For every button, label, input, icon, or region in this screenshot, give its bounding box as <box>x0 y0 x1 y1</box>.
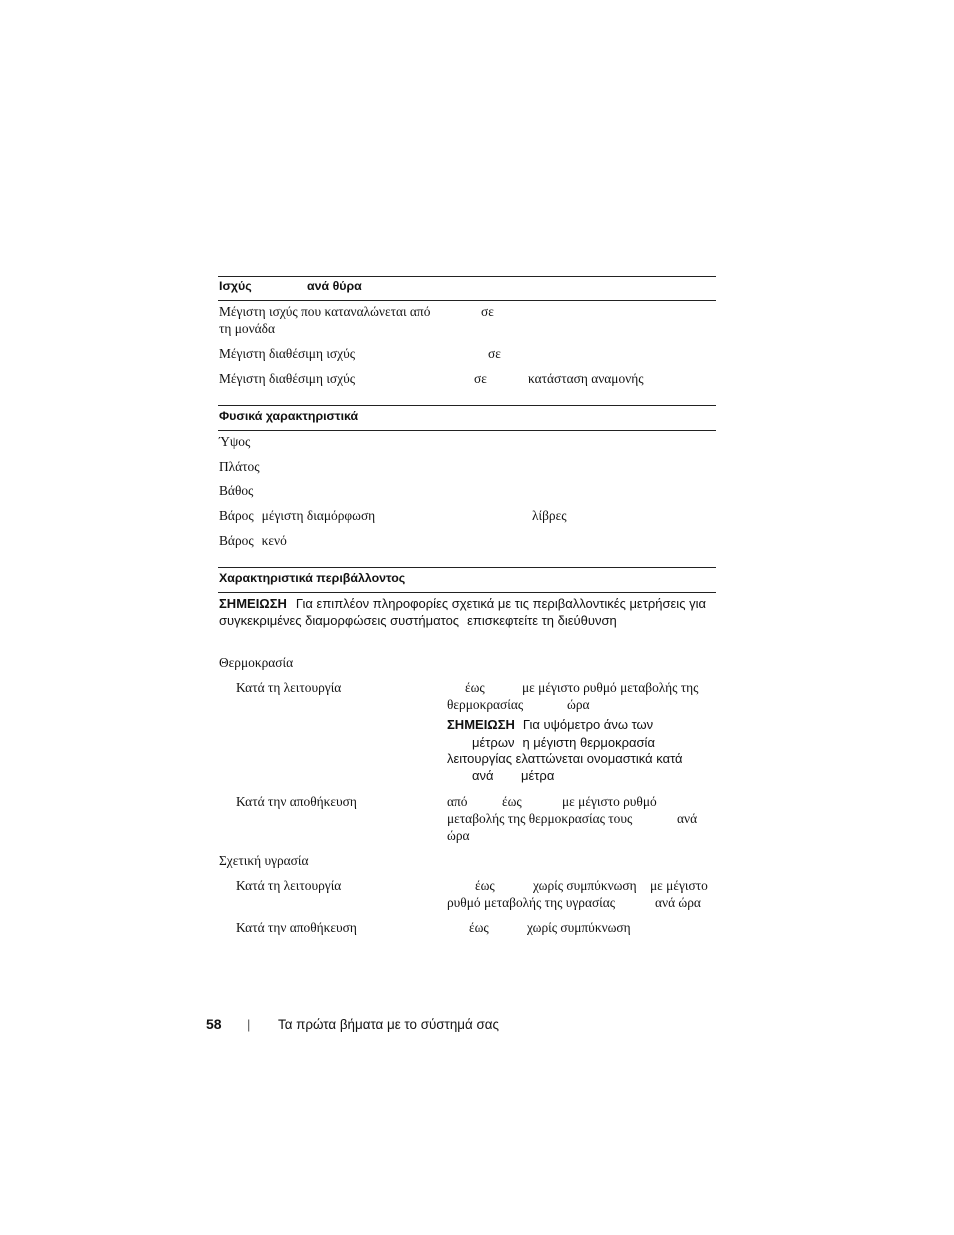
power-row-1-label-line1: Μέγιστη ισχύς που καταναλώνεται από <box>219 304 431 319</box>
environmental-note-line2 <box>219 612 617 630</box>
humidity-operating-v1a: έως <box>475 878 495 893</box>
temperature-operating-note-text-1: Για υψόμετρο άνω των <box>522 717 654 732</box>
temperature-storage-v1c: με μέγιστο ρυθμό <box>562 794 657 809</box>
humidity-storage-v1a: έως <box>469 920 489 935</box>
power-row-1-value: σε <box>481 304 494 319</box>
temperature-operating-label: Κατά τη λειτουργία <box>236 680 342 695</box>
temperature-operating-v1b: με μέγιστο ρυθμό μεταβολής της <box>522 680 699 695</box>
humidity-operating-v2b: ανά ώρα <box>655 895 701 910</box>
humidity-operating-v2a: ρυθμό μεταβολής της υγρασίας <box>447 895 616 910</box>
power-top-rule <box>218 276 716 277</box>
temperature-operating-v1a: έως <box>465 680 485 695</box>
physical-height-label: Ύψος <box>219 434 251 449</box>
power-row-3-value: σε <box>474 371 487 386</box>
power-row-2-value: σε <box>488 346 501 361</box>
temperature-operating-note-line2 <box>472 734 655 752</box>
temperature-storage-label: Κατά την αποθήκευση <box>236 794 357 809</box>
temperature-operating-note-text-4b: μέτρα <box>521 768 555 783</box>
environmental-header: Χαρακτηριστικά περιβάλλοντος <box>219 571 406 585</box>
humidity-operating-label: Κατά τη λειτουργία <box>236 878 342 893</box>
page-number: 58 <box>206 1016 222 1032</box>
power-row-3-label: Μέγιστη διαθέσιμη ισχύς <box>219 371 356 386</box>
humidity-storage-label: Κατά την αποθήκευση <box>236 920 357 935</box>
environmental-note-text-1: Για επιπλέον πληροφορίες σχετικά με τις περιβαλλοντικές μετρήσεις για <box>295 596 706 611</box>
power-header-per-port: ανά θύρα <box>307 279 362 293</box>
physical-weight-max-value: λίβρες <box>532 508 567 523</box>
physical-top-rule <box>218 405 716 406</box>
power-header-label: Ισχύς <box>219 279 252 293</box>
temperature-operating-v2a: θερμοκρασίας <box>447 697 524 712</box>
environmental-note-text-2b: επισκεφτείτε τη διεύθυνση <box>467 613 617 628</box>
physical-weight-max-label-b: μέγιστη διαμόρφωση <box>261 508 376 523</box>
physical-weight-empty-label-b: κενό <box>261 533 287 548</box>
humidity-operating-v1c: με μέγιστο <box>650 878 708 893</box>
temperature-storage-v3: ώρα <box>447 828 470 843</box>
environmental-note-label: ΣΗΜΕΙΩΣΗ <box>219 596 287 611</box>
physical-weight-max-label <box>219 507 375 524</box>
physical-weight-max-label-a: Βάρος <box>219 508 254 523</box>
power-row-3-value-standby: κατάσταση αναμονής <box>528 371 644 386</box>
power-row-2-label: Μέγιστη διαθέσιμη ισχύς <box>219 346 356 361</box>
temperature-operating-note-text-2: μέτρων <box>472 735 515 750</box>
temperature-operating-v2b: ώρα <box>567 697 590 712</box>
temperature-label: Θερμοκρασία <box>219 655 294 670</box>
physical-weight-empty-label-a: Βάρος <box>219 533 254 548</box>
footer-chapter-title: Τα πρώτα βήματα με το σύστημά σας <box>278 1017 499 1032</box>
humidity-operating-v1b: χωρίς συμπύκνωση <box>533 878 637 893</box>
temperature-operating-note-line1 <box>447 716 653 734</box>
temperature-operating-note-text-3: λειτουργίας ελαττώνεται ονομαστικά κατά <box>447 751 683 766</box>
temperature-storage-v1a: από <box>447 794 468 809</box>
temperature-operating-note-label: ΣΗΜΕΙΩΣΗ <box>447 717 515 732</box>
physical-width-label: Πλάτος <box>219 459 260 474</box>
environmental-top-rule <box>218 567 716 568</box>
temperature-storage-v2a: μεταβολής της θερμοκρασίας τους <box>447 811 633 826</box>
humidity-label: Σχετική υγρασία <box>219 853 309 868</box>
temperature-storage-v1b: έως <box>502 794 522 809</box>
physical-header-rule <box>218 430 716 431</box>
power-header-rule <box>218 300 716 301</box>
humidity-storage-v1b: χωρίς συμπύκνωση <box>527 920 631 935</box>
environmental-note-line1 <box>219 595 706 613</box>
power-row-1-label-line2: τη μονάδα <box>219 321 276 336</box>
physical-header: Φυσικά χαρακτηριστικά <box>219 409 359 423</box>
environmental-note-text-2: συγκεκριμένες διαμορφώσεις συστήματος <box>219 613 460 628</box>
footer-separator: | <box>247 1017 251 1032</box>
physical-depth-label: Βάθος <box>219 483 254 498</box>
temperature-operating-note-text-2b: η μέγιστη θερμοκρασία <box>522 735 655 750</box>
physical-weight-empty-label <box>219 532 287 549</box>
temperature-storage-v2b: ανά <box>677 811 698 826</box>
temperature-operating-note-text-4a: ανά <box>472 768 494 783</box>
environmental-header-rule <box>218 592 716 593</box>
